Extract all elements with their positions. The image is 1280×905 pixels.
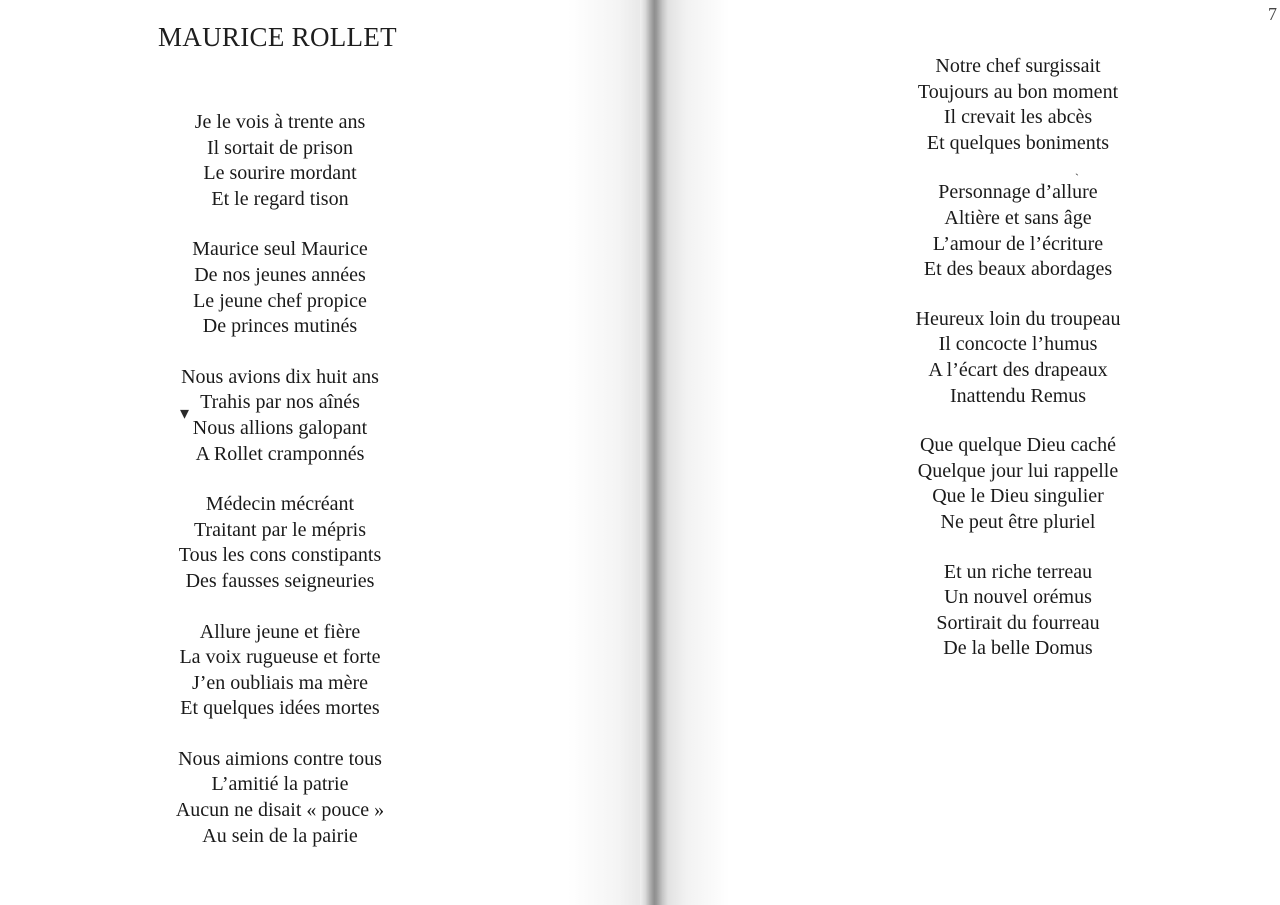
- verse-line: Le sourire mordant: [203, 162, 357, 185]
- verse-line: Le jeune chef propice: [193, 289, 367, 312]
- verse-line: De nos jeunes années: [194, 263, 366, 286]
- ink-speck-mark: ˎ: [1075, 162, 1079, 176]
- verse-line: Ne peut être pluriel: [940, 510, 1096, 533]
- stanza: [130, 492, 430, 594]
- stanza: [130, 620, 430, 722]
- verse-line: Allure jeune et fière: [199, 620, 361, 643]
- verse-line: Aucun ne disait « pouce »: [175, 799, 385, 822]
- verse-line: A l’écart des drapeaux: [928, 358, 1108, 381]
- verse-line: Des fausses seigneuries: [185, 569, 375, 592]
- verse-line: De la belle Domus: [943, 637, 1093, 660]
- stanza: [878, 54, 1158, 156]
- verse-line: Toujours au bon moment: [917, 80, 1119, 103]
- stanza: [130, 365, 430, 467]
- verse-line: Un nouvel orémus: [944, 586, 1092, 609]
- verse-line: Personnage d’allure: [938, 181, 1098, 204]
- verse-line: Et quelques boniments: [926, 131, 1110, 154]
- verse-line: Traitant par le mépris: [193, 518, 366, 541]
- verse-line: Heureux loin du troupeau: [915, 307, 1121, 330]
- poem-title: MAURICE ROLLET: [158, 22, 397, 52]
- ink-speck-mark: ▾: [180, 403, 190, 423]
- stanza: [130, 237, 430, 339]
- verse-line: Médecin mécréant: [205, 493, 355, 516]
- verse-line: Quelque jour lui rappelle: [917, 459, 1119, 482]
- verse-line: Et des beaux abordages: [923, 258, 1113, 281]
- verse-line: Il sortait de prison: [206, 136, 354, 159]
- verse-line: Sortirait du fourreau: [936, 611, 1100, 634]
- right-poem-column: [878, 54, 1158, 686]
- verse-line: Et un riche terreau: [943, 560, 1093, 583]
- verse-line: De princes mutinés: [202, 315, 358, 338]
- stanza: [130, 110, 430, 212]
- verse-line: Nous aimions contre tous: [178, 747, 382, 770]
- verse-line: Il crevait les abcès: [943, 106, 1093, 129]
- verse-line: Tous les cons constipants: [178, 544, 382, 567]
- verse-line: L’amitié la patrie: [211, 773, 349, 796]
- book-gutter: [640, 0, 670, 905]
- left-poem-column: [130, 110, 430, 874]
- stanza: [878, 307, 1158, 409]
- verse-line: Au sein de la pairie: [202, 824, 358, 847]
- stanza: [878, 560, 1158, 662]
- verse-line: Notre chef surgissait: [935, 55, 1101, 77]
- verse-line: Nous avions dix huit ans: [181, 365, 379, 388]
- verse-line: Trahis par nos aînés: [200, 391, 360, 414]
- verse-line: A Rollet cramponnés: [195, 442, 365, 465]
- verse-line: Inattendu Remus: [949, 384, 1087, 407]
- verse-line: Que quelque Dieu caché: [919, 434, 1116, 457]
- verse-line: Altière et sans âge: [944, 206, 1092, 229]
- stanza: [130, 747, 430, 849]
- verse-line: Nous allions galopant: [192, 416, 368, 439]
- verse-line: Et quelques idées mortes: [180, 697, 380, 720]
- stanza: [878, 180, 1158, 282]
- verse-line: La voix rugueuse et forte: [179, 646, 381, 669]
- stanza: [878, 433, 1158, 535]
- verse-line: Il concocte l’humus: [938, 333, 1098, 356]
- page-number: 7: [1268, 4, 1277, 24]
- verse-line: Et le regard tison: [211, 187, 349, 210]
- verse-line: Que le Dieu singulier: [932, 485, 1104, 508]
- verse-line: Maurice seul Maurice: [192, 238, 368, 261]
- verse-line: Je le vois à trente ans: [194, 111, 366, 133]
- verse-line: J’en oubliais ma mère: [191, 671, 369, 694]
- verse-line: L’amour de l’écriture: [932, 232, 1104, 255]
